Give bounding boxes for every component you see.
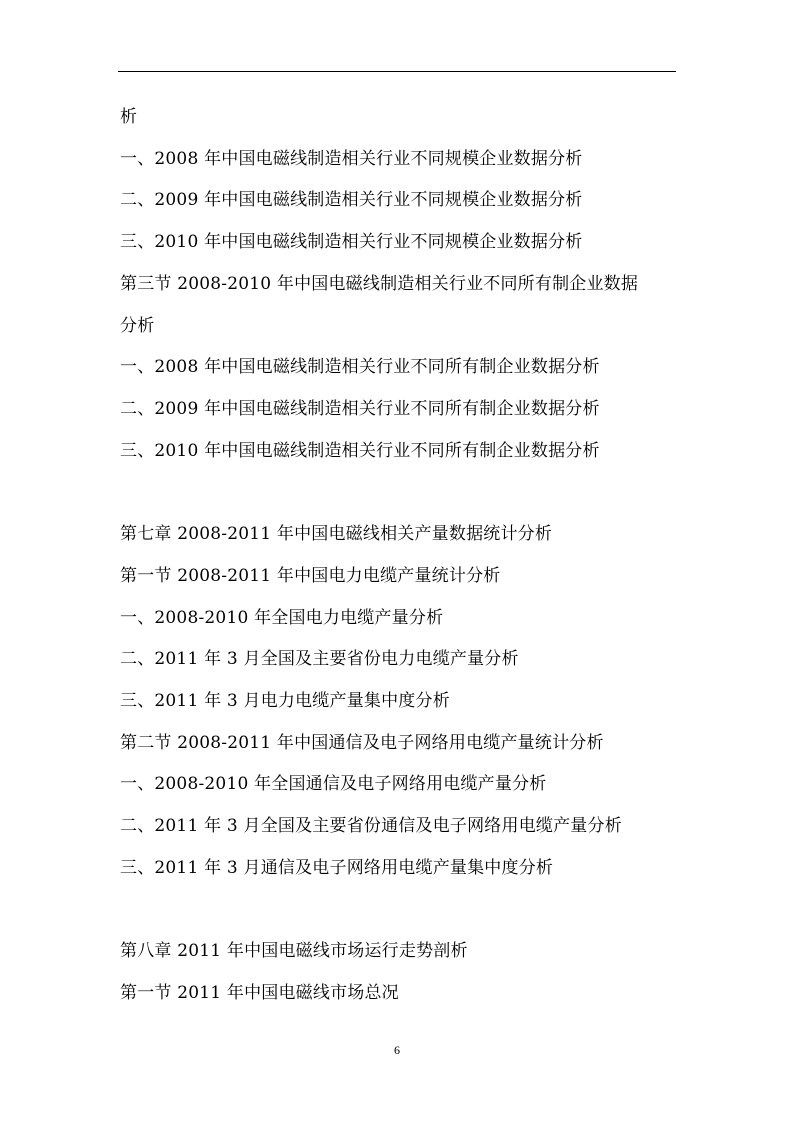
- toc-section-heading: 第三节 2008-2010 年中国电磁线制造相关行业不同所有制企业数据: [120, 274, 639, 294]
- toc-line-continuation: 分析: [120, 316, 155, 336]
- toc-section-heading: 第一节 2011 年中国电磁线市场总况: [120, 983, 399, 1003]
- toc-chapter-heading: 第八章 2011 年中国电磁线市场运行走势剖析: [120, 941, 468, 961]
- toc-item: 三、2010 年中国电磁线制造相关行业不同所有制企业数据分析: [120, 441, 600, 461]
- toc-item: 二、2009 年中国电磁线制造相关行业不同规模企业数据分析: [120, 190, 583, 210]
- page-number: 6: [394, 1043, 400, 1057]
- toc-section-heading: 第二节 2008-2011 年中国通信及电子网络用电缆产量统计分析: [120, 733, 604, 753]
- toc-item: 三、2010 年中国电磁线制造相关行业不同规模企业数据分析: [120, 232, 583, 252]
- toc-item: 二、2011 年 3 月全国及主要省份电力电缆产量分析: [120, 649, 519, 669]
- toc-item: 一、2008 年中国电磁线制造相关行业不同规模企业数据分析: [120, 149, 583, 169]
- toc-item: 三、2011 年 3 月通信及电子网络用电缆产量集中度分析: [120, 858, 554, 878]
- toc-item: 一、2008-2010 年全国电力电缆产量分析: [120, 608, 444, 628]
- header-rule: [118, 71, 676, 72]
- toc-item: 二、2009 年中国电磁线制造相关行业不同所有制企业数据分析: [120, 399, 600, 419]
- toc-line-continuation: 析: [120, 107, 138, 127]
- toc-chapter-heading: 第七章 2008-2011 年中国电磁线相关产量数据统计分析: [120, 524, 553, 544]
- toc-item: 一、2008-2010 年全国通信及电子网络用电缆产量分析: [120, 774, 547, 794]
- toc-section-heading: 第一节 2008-2011 年中国电力电缆产量统计分析: [120, 566, 501, 586]
- toc-item: 二、2011 年 3 月全国及主要省份通信及电子网络用电缆产量分析: [120, 816, 622, 836]
- toc-item: 三、2011 年 3 月电力电缆产量集中度分析: [120, 691, 450, 711]
- toc-item: 一、2008 年中国电磁线制造相关行业不同所有制企业数据分析: [120, 357, 600, 377]
